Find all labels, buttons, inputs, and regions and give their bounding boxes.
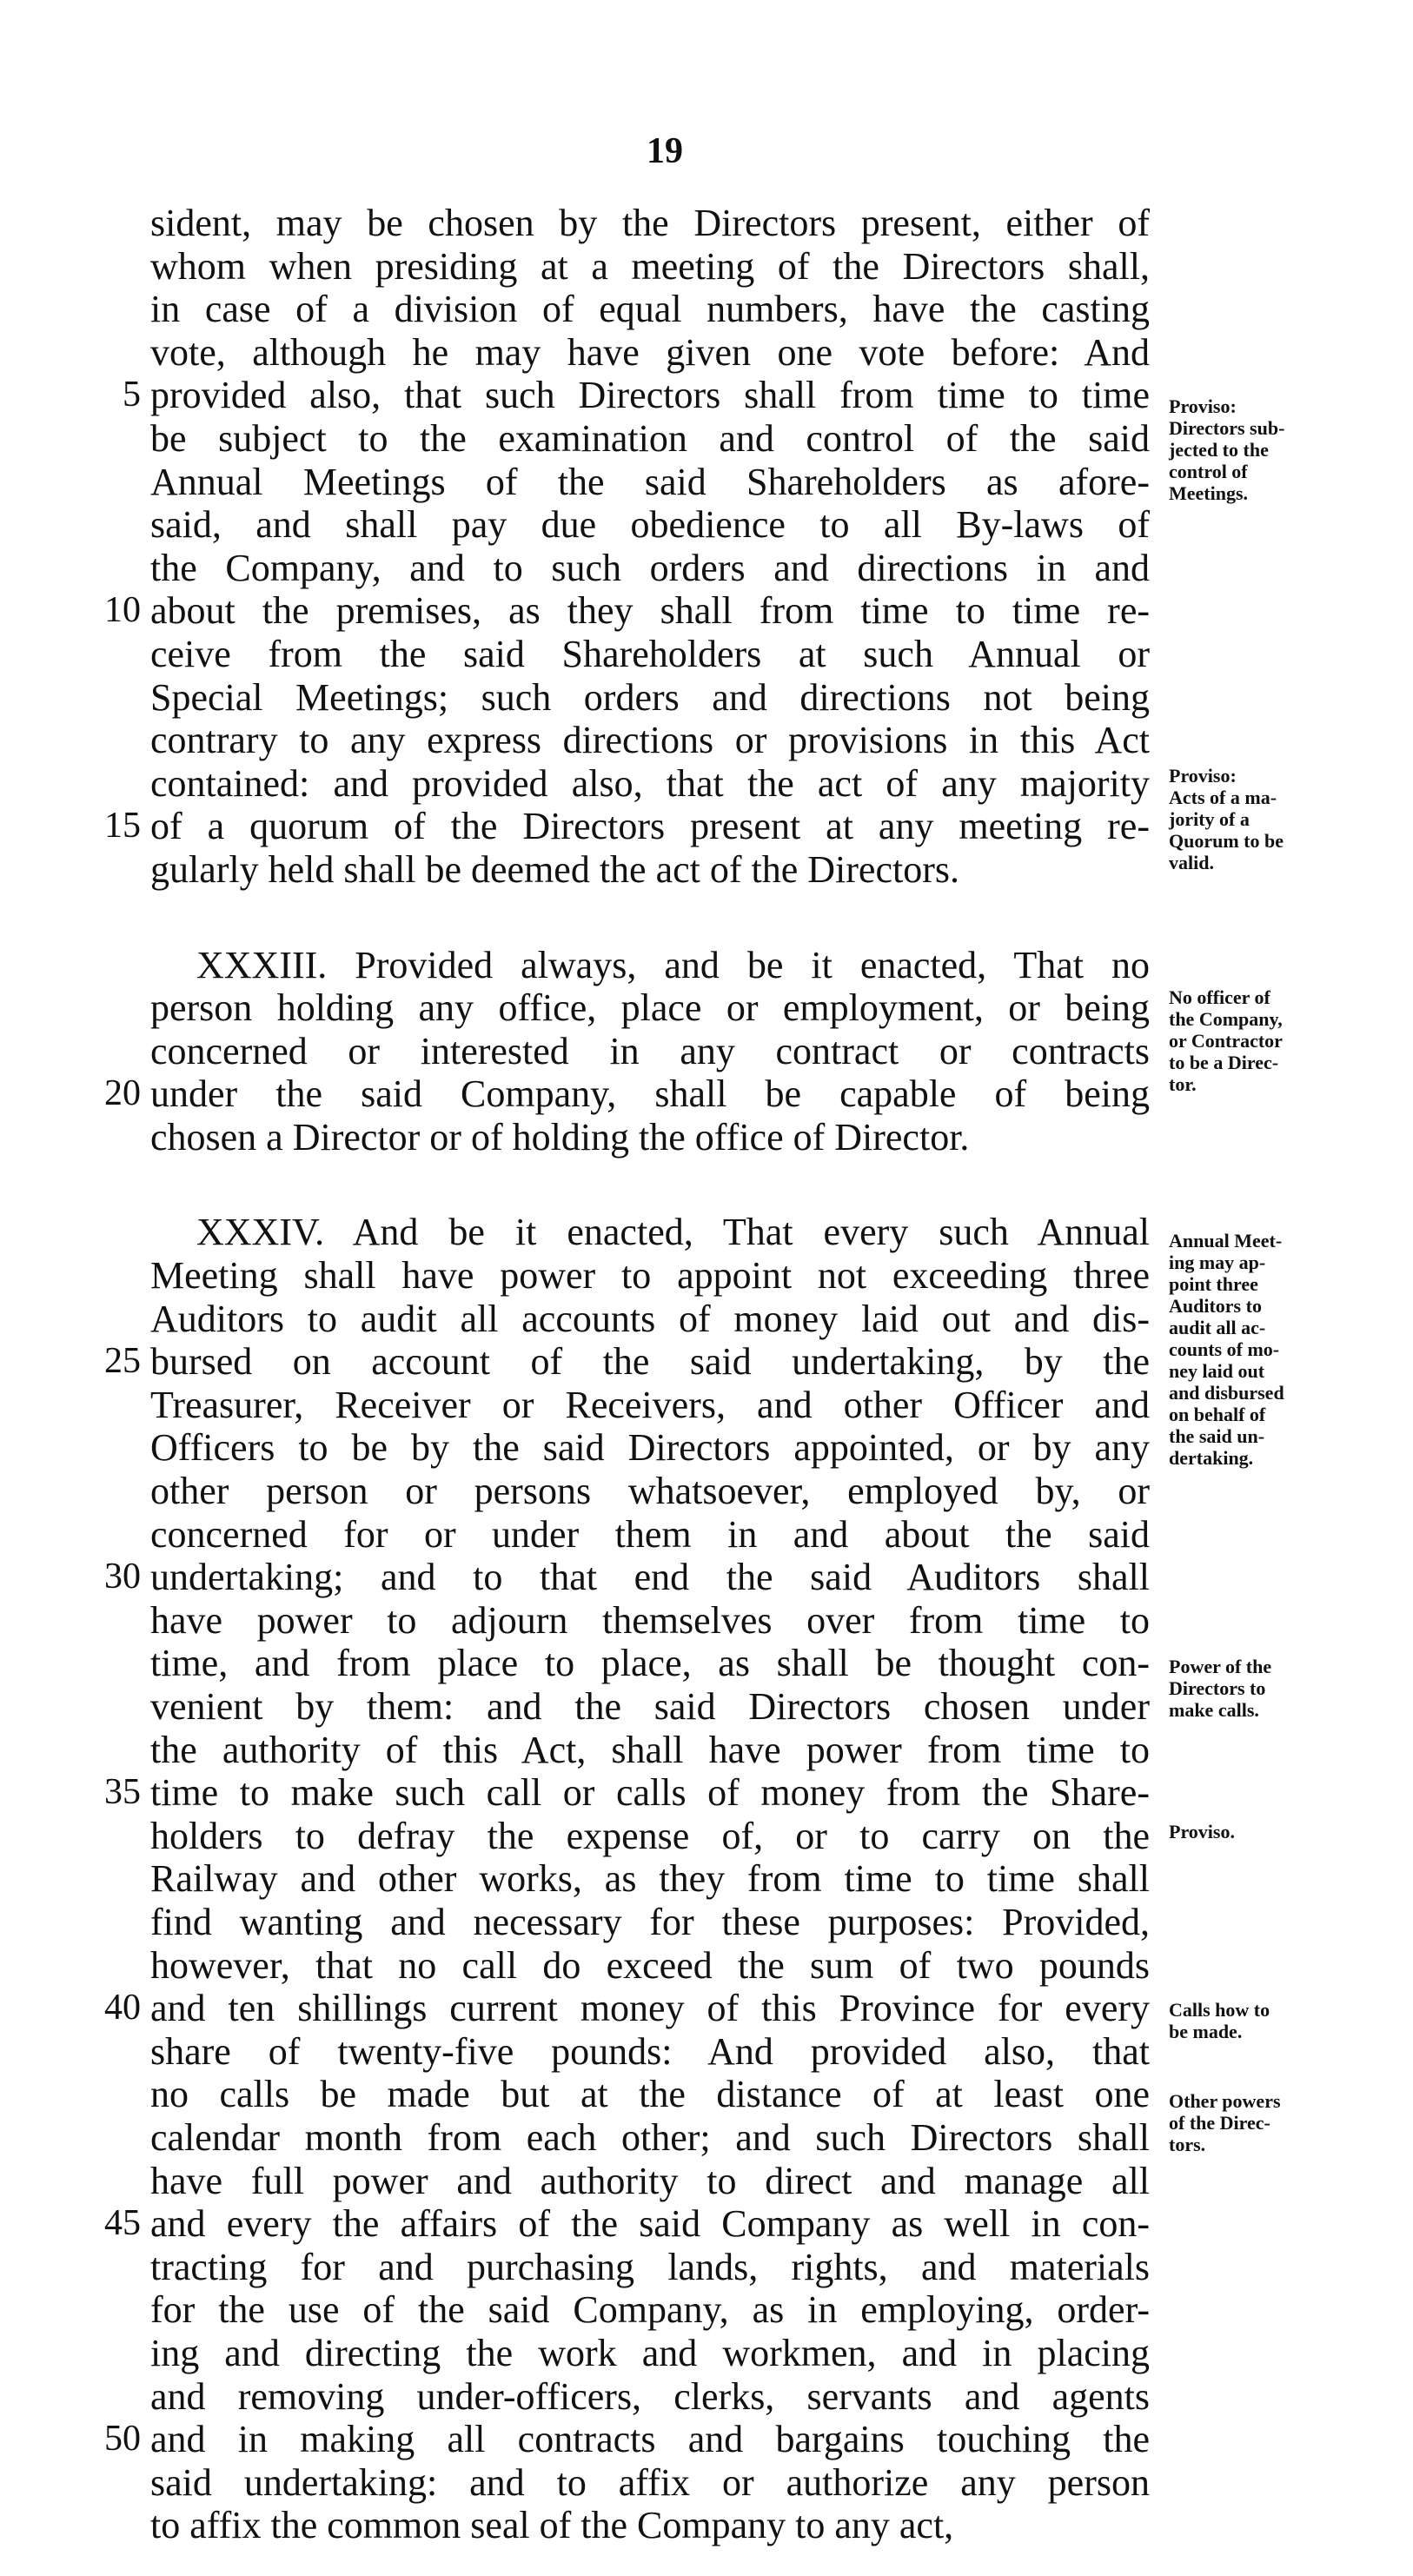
margin-note-line: on behalf of xyxy=(1169,1404,1266,1425)
line-text: share of twenty-five pounds: And provided also, that xyxy=(150,2029,1150,2073)
line-text: XXXIII. Provided always, and be it enacted, That no xyxy=(196,943,1150,986)
line-text: find wanting and necessary for these purposes: Provided, xyxy=(150,1900,1150,1943)
line-text: venient by them: and the said Directors chosen under xyxy=(150,1685,1150,1728)
page-number: 19 xyxy=(647,131,683,171)
text-line xyxy=(0,1901,1413,1944)
text-line xyxy=(0,547,1413,590)
text-line xyxy=(0,1513,1413,1557)
text-line xyxy=(0,2160,1413,2203)
margin-note-line: audit all ac- xyxy=(1169,1317,1266,1338)
line-text: concerned or interested in any contract or contracts xyxy=(150,1029,1150,1072)
margin-note xyxy=(1169,1821,1386,1842)
line-text: have full power and authority to direct and manage all xyxy=(150,2159,1150,2202)
line-text: calendar month from each other; and such Directors shall xyxy=(150,2115,1150,2159)
margin-note-line: tors. xyxy=(1169,2134,1206,2155)
margin-note-line: valid. xyxy=(1169,852,1214,873)
line-text: of a quorum of the Directors present at any meeting re- xyxy=(150,805,1150,848)
text-line xyxy=(0,2246,1413,2289)
line-text: Annual Meetings of the said Shareholders as afore- xyxy=(150,460,1150,503)
line-text: bursed on account of the said undertaking, by the xyxy=(150,1340,1150,1384)
text-line xyxy=(0,2461,1413,2505)
text-line xyxy=(0,2288,1413,2332)
text-line xyxy=(0,245,1413,289)
line-text: contained: and provided also, that the act of any majority xyxy=(150,761,1150,805)
margin-note-line: Directors to xyxy=(1169,1677,1266,1699)
line-text: undertaking; and to that end the said Auditors shall xyxy=(150,1556,1150,1599)
line-text: in case of a division of equal numbers, have the casting xyxy=(150,288,1150,331)
margin-note-line: Proviso: xyxy=(1169,765,1237,787)
paragraph-gap xyxy=(0,892,1413,944)
line-number: 5 xyxy=(123,375,141,415)
line-text: whom when presiding at a meeting of the Directors shall, xyxy=(150,244,1150,288)
margin-note-line: Meetings. xyxy=(1169,482,1249,504)
line-text: the authority of this Act, shall have power from time to xyxy=(150,1728,1150,1771)
line-text: be subject to the examination and control of the said xyxy=(150,416,1150,460)
text-line xyxy=(0,2332,1413,2375)
line-text: Meeting shall have power to appoint not exceeding three xyxy=(150,1254,1150,1298)
margin-note-line: jected to the xyxy=(1169,439,1269,461)
text-line xyxy=(0,589,1413,633)
line-text: under the said Company, shall be capable of being xyxy=(150,1072,1150,1116)
margin-note-line: Calls how to xyxy=(1169,1999,1270,2021)
margin-note-line: Quorum to be xyxy=(1169,830,1284,852)
margin-note-line: and disbursed xyxy=(1169,1382,1284,1404)
line-number: 45 xyxy=(104,2203,141,2244)
text-line xyxy=(0,1729,1413,1772)
text-line xyxy=(0,1470,1413,1513)
line-number: 15 xyxy=(104,806,141,846)
margin-note-line: Acts of a ma- xyxy=(1169,787,1277,808)
text-line xyxy=(0,2375,1413,2419)
line-text: concerned for or under them in and about the said xyxy=(150,1512,1150,1556)
margin-note-line: control of xyxy=(1169,461,1248,482)
text-line xyxy=(0,1857,1413,1901)
line-text: time to make such call or calls of money from the Share- xyxy=(150,1771,1150,1815)
margin-note xyxy=(1169,1230,1386,1469)
text-line xyxy=(0,1556,1413,1599)
line-text: ceive from the said Shareholders at such Annual or xyxy=(150,632,1150,675)
line-number: 20 xyxy=(104,1073,141,1114)
margin-note-line: Annual Meet- xyxy=(1169,1230,1283,1251)
margin-note-line: the said un- xyxy=(1169,1425,1265,1447)
margin-note-line: Auditors to xyxy=(1169,1295,1262,1317)
line-text: provided also, that such Directors shall from time to time xyxy=(150,374,1150,417)
line-text: chosen a Director or of holding the office of Director. xyxy=(150,1115,970,1159)
margin-note-line: Other powers xyxy=(1169,2090,1281,2112)
line-text: about the premises, as they shall from time to time re- xyxy=(150,589,1150,633)
line-text: however, that no call do exceed the sum of two pounds xyxy=(150,1943,1150,1987)
margin-note xyxy=(1169,1999,1386,2042)
text-line xyxy=(0,2418,1413,2461)
line-text: other person or persons whatsoever, employed by, or xyxy=(150,1470,1150,1513)
margin-note-line: the Company, xyxy=(1169,1008,1283,1030)
margin-note-line: dertaking. xyxy=(1169,1447,1254,1469)
line-text: have power to adjourn themselves over from time to xyxy=(150,1598,1150,1642)
text-line xyxy=(0,633,1413,676)
text-line xyxy=(0,1599,1413,1643)
margin-note-line: point three xyxy=(1169,1273,1258,1295)
text-line xyxy=(0,944,1413,987)
margin-note xyxy=(1169,765,1386,873)
line-text: tracting for and purchasing lands, rights, and materials xyxy=(150,2245,1150,2288)
line-text: and removing under-officers, clerks, servants and agents xyxy=(150,2374,1150,2418)
line-text: Special Meetings; such orders and directions not being xyxy=(150,675,1150,719)
text-line xyxy=(0,288,1413,331)
margin-note-line: ing may ap- xyxy=(1169,1251,1266,1273)
line-text: vote, although he may have given one vote before: And xyxy=(150,330,1150,374)
text-line xyxy=(0,2202,1413,2246)
line-text: sident, may be chosen by the Directors present, either of xyxy=(150,202,1150,244)
line-number: 50 xyxy=(104,2419,141,2460)
line-text: to affix the common seal of the Company to any act, xyxy=(150,2504,954,2547)
line-text: ing and directing the work and workmen, and in placing xyxy=(150,2331,1150,2374)
line-text: for the use of the said Company, as in employing, order- xyxy=(150,2288,1150,2332)
text-line xyxy=(0,719,1413,762)
line-text: Railway and other works, as they from time to time shall xyxy=(150,1857,1150,1901)
margin-note-line: tor. xyxy=(1169,1073,1197,1095)
line-text: the Company, and to such orders and directions in and xyxy=(150,546,1150,589)
line-number: 30 xyxy=(104,1557,141,1597)
margin-note-line: to be a Direc- xyxy=(1169,1052,1279,1073)
text-line xyxy=(0,1116,1413,1159)
margin-note xyxy=(1169,1656,1386,1721)
text-line xyxy=(0,1944,1413,1988)
line-text: XXXIV. And be it enacted, That every such Annual xyxy=(196,1211,1150,1254)
margin-note-line: or Contractor xyxy=(1169,1030,1283,1052)
line-text: said undertaking: and to affix or authorize any person xyxy=(150,2460,1150,2504)
margin-note-line: of the Direc- xyxy=(1169,2112,1270,2134)
margin-note xyxy=(1169,986,1386,1095)
line-number: 25 xyxy=(104,1341,141,1382)
line-text: and in making all contracts and bargains touching the xyxy=(150,2418,1150,2461)
line-text: Auditors to audit all accounts of money laid out and dis- xyxy=(150,1297,1150,1340)
paragraph-gap xyxy=(0,1159,1413,1211)
margin-note-line: Directors sub- xyxy=(1169,417,1285,439)
margin-note-line: ney laid out xyxy=(1169,1360,1265,1382)
text-line xyxy=(0,1771,1413,1815)
margin-note-line: Power of the xyxy=(1169,1656,1272,1677)
line-text: gularly held shall be deemed the act of the Directors. xyxy=(150,847,959,891)
margin-note xyxy=(1169,2090,1386,2155)
line-text: time, and from place to place, as shall be thought con- xyxy=(150,1642,1150,1685)
text-line xyxy=(0,331,1413,375)
text-line xyxy=(0,503,1413,547)
margin-note-line: be made. xyxy=(1169,2021,1243,2042)
text-line xyxy=(0,202,1413,245)
line-number: 40 xyxy=(104,1988,141,2028)
line-text: and ten shillings current money of this Province for every xyxy=(150,1987,1150,2030)
margin-note-line: jority of a xyxy=(1169,808,1250,830)
margin-note xyxy=(1169,395,1386,504)
line-text: holders to defray the expense of, or to carry on the xyxy=(150,1814,1150,1857)
line-number: 10 xyxy=(104,590,141,631)
line-text: Treasurer, Receiver or Receivers, and other Officer and xyxy=(150,1383,1150,1426)
line-text: and every the affairs of the said Company as well in con- xyxy=(150,2202,1150,2246)
line-number: 35 xyxy=(104,1772,141,1813)
line-text: contrary to any express directions or provisions in this Act xyxy=(150,719,1150,762)
line-text: Officers to be by the said Directors appointed, or by any xyxy=(150,1426,1150,1470)
margin-note-line: No officer of xyxy=(1169,986,1270,1008)
margin-note-line: make calls. xyxy=(1169,1699,1259,1721)
text-line xyxy=(0,676,1413,720)
line-text: no calls be made but at the distance of at least one xyxy=(150,2073,1150,2116)
line-text: person holding any office, place or employment, or being xyxy=(150,986,1150,1030)
margin-note-line: counts of mo- xyxy=(1169,1338,1280,1360)
line-text: said, and shall pay due obedience to all By-laws of xyxy=(150,503,1150,547)
text-line xyxy=(0,2504,1413,2547)
margin-note-line: Proviso: xyxy=(1169,395,1237,417)
margin-note-line: Proviso. xyxy=(1169,1821,1235,1842)
